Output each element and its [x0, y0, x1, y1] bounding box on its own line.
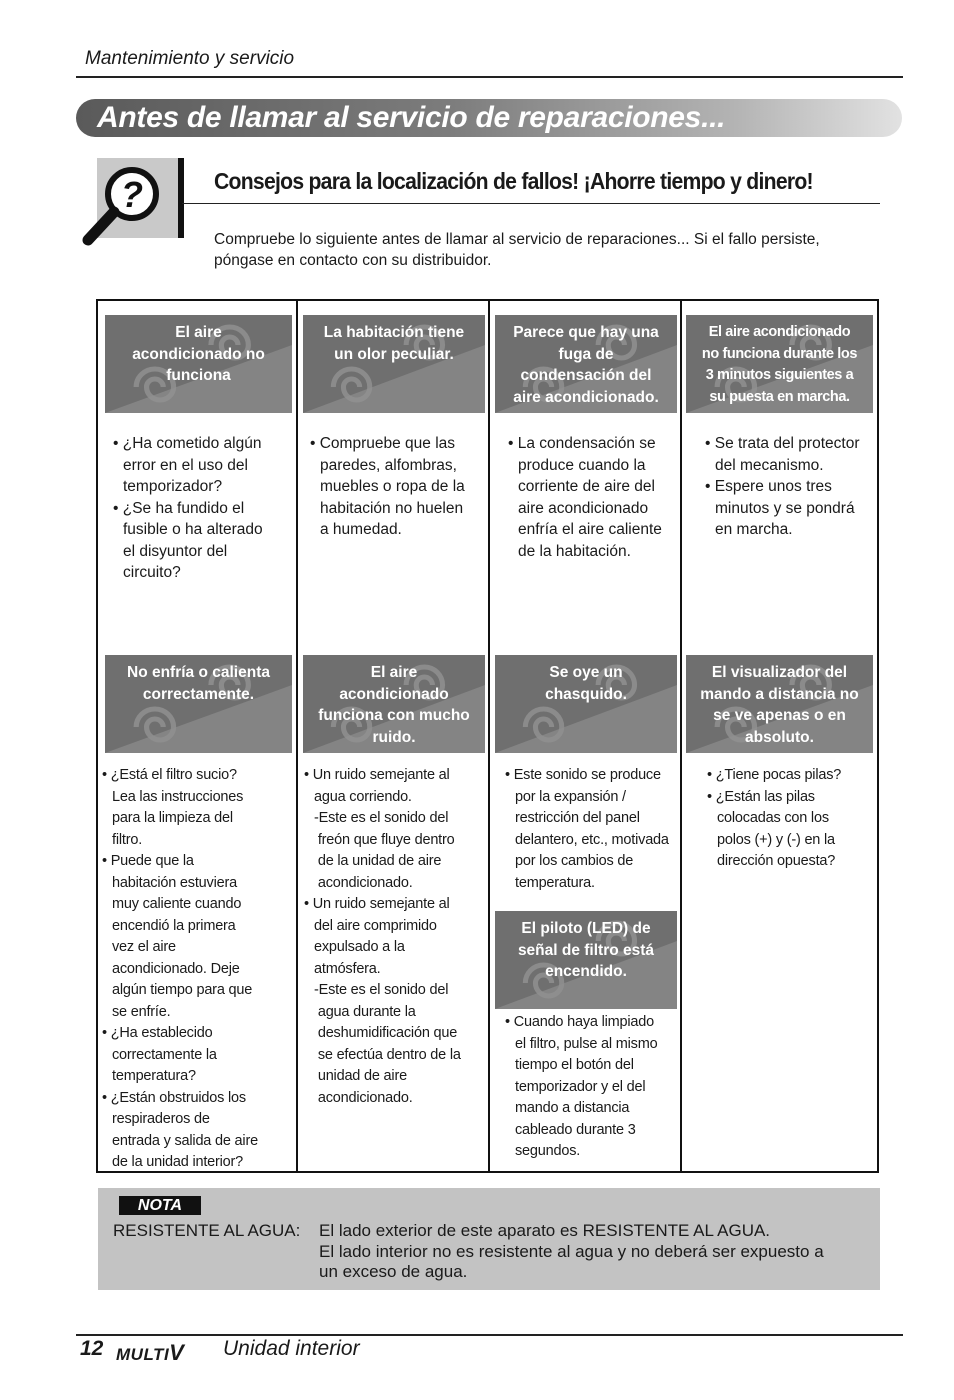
cell-text-line: segundos.	[515, 1143, 581, 1159]
cell-body	[508, 433, 678, 562]
cell-text-line: habitación no huelen	[320, 499, 464, 517]
brand-logo	[116, 1340, 184, 1366]
cell-text-line: de la habitación.	[518, 542, 631, 560]
cell-text-line: en marcha.	[715, 521, 793, 538]
cell-text-line: produce cuando la	[518, 456, 646, 474]
cell-heading	[495, 911, 677, 1009]
cell-heading-line: El aire	[370, 664, 418, 681]
cell-text-line: polos (+) y (-) en la	[717, 831, 835, 848]
cell-text-line: • ¿Tiene pocas pilas?	[707, 767, 842, 783]
cell-heading-line: acondicionado	[339, 685, 449, 703]
footer-label: Unidad interior	[223, 1337, 360, 1360]
cell-text-line: se efectúa dentro de la	[314, 1046, 461, 1063]
cell-heading-line: funciona con mucho	[318, 707, 470, 724]
cell-text-line: colocadas con los	[717, 810, 829, 826]
cell-text-line: • ¿Ha cometido algún	[113, 435, 262, 452]
cell-text-line: error en el uso del	[123, 456, 248, 474]
cell-text-line: • Espere unos tres	[705, 478, 832, 495]
cell-text-line: vez el aire	[112, 939, 176, 955]
cell-text-line: acondicionado. Deje	[112, 960, 240, 977]
cell-heading-line: correctamente.	[142, 685, 255, 703]
brand-v: V	[169, 1340, 185, 1365]
cell-text-line: muy caliente cuando	[112, 896, 242, 912]
cell-text-line: temperatura?	[112, 1068, 196, 1084]
cell-heading	[303, 655, 485, 753]
cell-text-line: corriente de aire del	[518, 478, 655, 495]
cell-body	[505, 765, 677, 894]
cell-text-line: • La condensación se	[508, 435, 656, 452]
cell-heading-line: fuga de	[558, 345, 614, 363]
cell-heading-line: absoluto.	[745, 728, 814, 746]
cell-text-line: Lea las instrucciones	[112, 788, 244, 805]
column-divider	[680, 299, 682, 1173]
cell-text-line: agua durante la	[314, 1003, 416, 1020]
cell-text-line: para la limpieza del	[112, 810, 233, 826]
svg-text:?: ?	[121, 174, 143, 215]
cell-text-line: • Un ruido semejante al	[304, 767, 450, 783]
page-title: Antes de llamar al servicio de reparaciones...	[97, 101, 726, 134]
cell-text-line: unidad de aire	[314, 1068, 407, 1084]
cell-heading-line: 3 minutos siguientes a	[705, 367, 854, 383]
cell-text-line: • Cuando haya limpiado	[505, 1014, 654, 1030]
cell-heading-line: No enfría o calienta	[127, 664, 270, 681]
cell-text-line: acondicionado.	[314, 874, 413, 891]
intro-line: póngase en contacto con su distribuidor.	[214, 252, 492, 269]
cell-text-line: delantero, etc., motivada	[515, 831, 669, 848]
magnifier-question-icon	[82, 156, 182, 248]
cell-body	[505, 1012, 679, 1163]
cell-body	[707, 765, 877, 873]
section-header: Mantenimiento y servicio	[85, 48, 295, 69]
footer-rule	[76, 1334, 903, 1336]
cell-heading-line: El piloto (LED) de	[521, 920, 651, 937]
cell-text-line: • Puede que la	[102, 853, 194, 869]
cell-heading-line: aire acondicionado.	[513, 388, 659, 406]
cell-heading-line: condensación del	[520, 367, 652, 384]
cell-text-line: aire acondicionado	[518, 499, 649, 517]
cell-text-line: • ¿Está el filtro sucio?	[102, 767, 237, 783]
cell-text-line: agua corriendo.	[314, 788, 412, 805]
cell-body	[113, 433, 288, 584]
cell-text-line: entrada y salida de aire	[112, 1132, 258, 1149]
cell-heading-line: El aire acondicionado	[708, 324, 851, 340]
cell-text-line: circuito?	[123, 564, 181, 581]
cell-heading-line: un olor peculiar.	[334, 345, 454, 363]
cell-heading-line: El aire	[175, 324, 222, 341]
note-line: El lado interior no es resistente al agua y no deberá ser expuesto a	[319, 1241, 824, 1261]
cell-text-line: el disyuntor del	[123, 542, 228, 560]
cell-heading-line: La habitación tiene	[323, 324, 465, 341]
cell-heading-line: Parece que hay una	[513, 324, 659, 341]
cell-text-line: • Este sonido se produce	[505, 767, 661, 783]
cell-heading	[495, 315, 677, 413]
cell-text-line: del mecanismo.	[715, 456, 824, 474]
cell-text-line: algún tiempo para que	[112, 982, 253, 998]
cell-body	[705, 433, 877, 541]
cell-text-line: acondicionado.	[314, 1089, 413, 1106]
cell-heading	[105, 315, 292, 413]
tips-rule	[182, 203, 880, 204]
cell-text-line: -Este es el sonido del	[314, 810, 449, 826]
cell-heading	[105, 655, 292, 753]
note-text	[319, 1221, 869, 1283]
cell-heading-line: su puesta en marcha.	[709, 388, 850, 405]
cell-heading-line: chasquido.	[545, 685, 627, 703]
cell-text-line: tiempo el botón del	[515, 1057, 634, 1073]
cell-text-line: temporizador y el del	[515, 1078, 646, 1095]
cell-heading-line: no funciona durante los	[701, 345, 858, 362]
intro-text	[214, 229, 864, 271]
header-rule	[76, 76, 903, 78]
cell-text-line: por la expansión /	[515, 788, 626, 805]
cell-text-line: muebles o ropa de la	[320, 478, 465, 495]
cell-text-line: expulsado a la	[314, 939, 405, 955]
note-label: RESISTENTE AL AGUA:	[113, 1221, 301, 1240]
cell-heading-line: funciona	[166, 367, 231, 384]
cell-body	[102, 765, 294, 1174]
column-divider	[296, 299, 298, 1173]
brand-text: MULTI	[116, 1345, 170, 1364]
cell-text-line: • ¿Ha establecido	[102, 1025, 213, 1041]
cell-heading-line: mando a distancia no	[700, 685, 859, 703]
cell-text-line: -Este es el sonido del	[314, 982, 449, 998]
cell-text-line: habitación estuviera	[112, 874, 237, 891]
cell-text-line: a humedad.	[320, 521, 402, 538]
note-tag: NOTA	[119, 1196, 201, 1215]
cell-text-line: atmósfera.	[314, 960, 381, 977]
cell-text-line: correctamente la	[112, 1046, 217, 1063]
cell-heading	[303, 315, 485, 413]
cell-text-line: encendió la primera	[112, 917, 236, 934]
cell-text-line: dirección opuesta?	[717, 853, 836, 869]
cell-text-line: filtro.	[112, 831, 143, 848]
cell-text-line: deshumidificación que	[314, 1025, 458, 1041]
cell-heading	[495, 655, 677, 753]
cell-text-line: del aire comprimido	[314, 917, 437, 934]
cell-text-line: fusible o ha alterado	[123, 521, 263, 538]
cell-text-line: respiraderos de	[112, 1111, 210, 1127]
cell-text-line: cableado durante 3	[515, 1121, 636, 1138]
cell-text-line: • ¿Están las pilas	[707, 788, 815, 805]
cell-text-line: minutos y se pondrá	[715, 499, 855, 517]
note-line: un exceso de agua.	[319, 1262, 468, 1281]
cell-heading-line: ruido.	[372, 728, 416, 746]
column-divider	[488, 299, 490, 1173]
intro-line: Compruebe lo siguiente antes de llamar al servicio de reparaciones... Si el fallo persiste,	[214, 231, 820, 248]
cell-heading-line: Se oye un	[549, 664, 623, 681]
cell-text-line: • ¿Se ha fundido el	[113, 499, 245, 517]
cell-text-line: temporizador?	[123, 478, 223, 495]
cell-heading-line: El visualizador del	[711, 664, 848, 681]
tips-accent-bar	[178, 158, 184, 238]
cell-text-line: se enfríe.	[112, 1003, 171, 1020]
cell-heading	[686, 315, 873, 413]
cell-text-line: mando a distancia	[515, 1100, 630, 1116]
note-line: El lado exterior de este aparato es RESISTENTE AL AGUA.	[319, 1221, 771, 1240]
cell-text-line: restricción del panel	[515, 810, 640, 826]
cell-text-line: por los cambios de	[515, 853, 634, 869]
cell-body	[310, 433, 482, 541]
tips-heading: Consejos para la localización de fallos! ¡Ahorre tiempo y dinero!	[214, 168, 813, 194]
cell-text-line: de la unidad interior?	[112, 1154, 244, 1170]
cell-heading-line: acondicionado no	[132, 345, 265, 363]
cell-body	[304, 765, 486, 1109]
cell-text-line: enfría el aire caliente	[518, 521, 662, 538]
cell-text-line: el filtro, pulse al mismo	[515, 1035, 658, 1052]
cell-text-line: freón que fluye dentro	[314, 831, 455, 848]
cell-heading-line: se ve apenas o en	[713, 707, 846, 724]
cell-heading-line: señal de filtro está	[517, 941, 655, 959]
cell-text-line: • ¿Están obstruidos los	[102, 1089, 246, 1106]
page-number: 12	[80, 1337, 104, 1360]
cell-text-line: • Un ruido semejante al	[304, 896, 450, 912]
cell-text-line: paredes, alfombras,	[320, 456, 457, 474]
cell-text-line: • Compruebe que las	[310, 435, 456, 452]
cell-text-line: temperatura.	[515, 874, 595, 891]
cell-text-line: • Se trata del protector	[705, 435, 860, 452]
cell-heading	[686, 655, 873, 753]
cell-heading-line: encendido.	[545, 963, 627, 980]
cell-text-line: de la unidad de aire	[314, 853, 442, 869]
